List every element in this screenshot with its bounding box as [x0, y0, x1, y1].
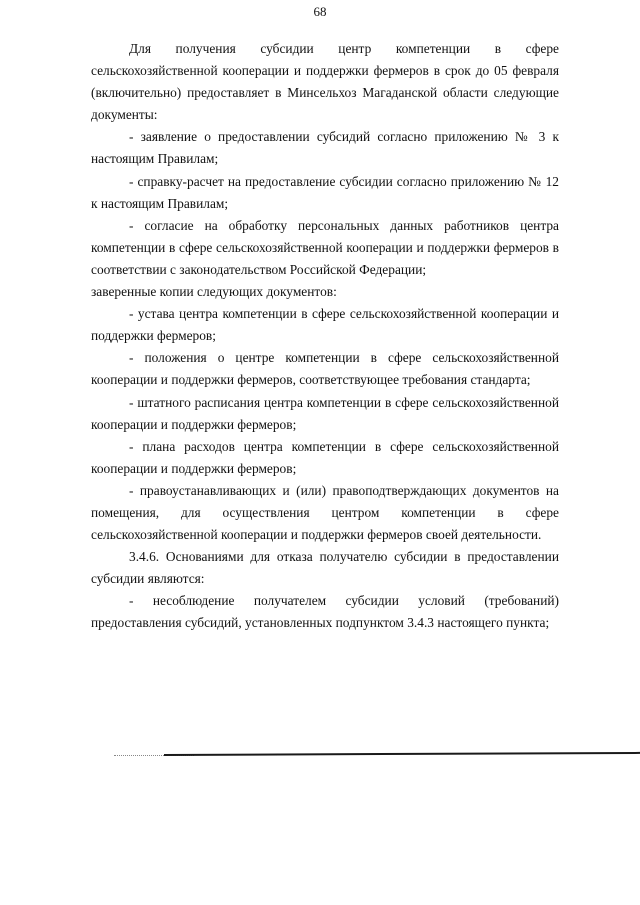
list-item-staffing: - штатного расписания центра компетенции в сфере сельскохозяйственной кооперации и поддержки фермеров; [91, 394, 559, 432]
list-item-title-documents: - правоустанавливающих и (или) правоподтверждающих документов на помещения, для осуществления центром компетенции в сфере сельскохозяйственной кооперации и поддержки фермеров своей деятельности. [91, 482, 559, 543]
list-item-consent: - согласие на обработку персональных данных работников центра компетенции в сфере сельскохозяйственной кооперации и поддержки фермеров в соответствии с законодательством Российской Федерации; [91, 217, 559, 277]
paragraph-certified-copies: заверенные копии следующих документов: [91, 284, 337, 300]
document-body [91, 38, 559, 635]
list-item-regulation: - положения о центре компетенции в сфере сельскохозяйственной кооперации и поддержки фермеров, соответствующее требования стандарта; [91, 350, 559, 388]
scan-line-solid [164, 752, 640, 756]
paragraph-intro: Для получения субсидии центр компетенции в сфере сельскохозяйственной кооперации и поддержки фермеров в срок до 05 февраля (включительно) предоставляет в Минсельхоз Магаданской области следующие документы: [91, 41, 559, 123]
list-item-application: - заявление о предоставлении субсидий согласно приложению № 3 к настоящим Правилам; [91, 129, 559, 167]
paragraph-refusal-grounds: 3.4.6. Основаниями для отказа получателю субсидии в предоставлении субсидии являются: [91, 549, 559, 587]
scan-line [114, 747, 640, 759]
list-item-charter: - устава центра компетенции в сфере сельскохозяйственной кооперации и поддержки фермеров; [91, 306, 559, 344]
list-item-expense-plan: - плана расходов центра компетенции в сфере сельскохозяйственной кооперации и поддержки фермеров; [91, 438, 559, 476]
list-item-calculation: - справку-расчет на предоставление субсидии согласно приложению № 12 к настоящим Правилам; [91, 173, 559, 211]
page-number: 68 [313, 4, 327, 19]
list-item-noncompliance: - несоблюдение получателем субсидии условий (требований) предоставления субсидий, установленных подпунктом 3.4.3 настоящего пункта; [91, 593, 559, 631]
